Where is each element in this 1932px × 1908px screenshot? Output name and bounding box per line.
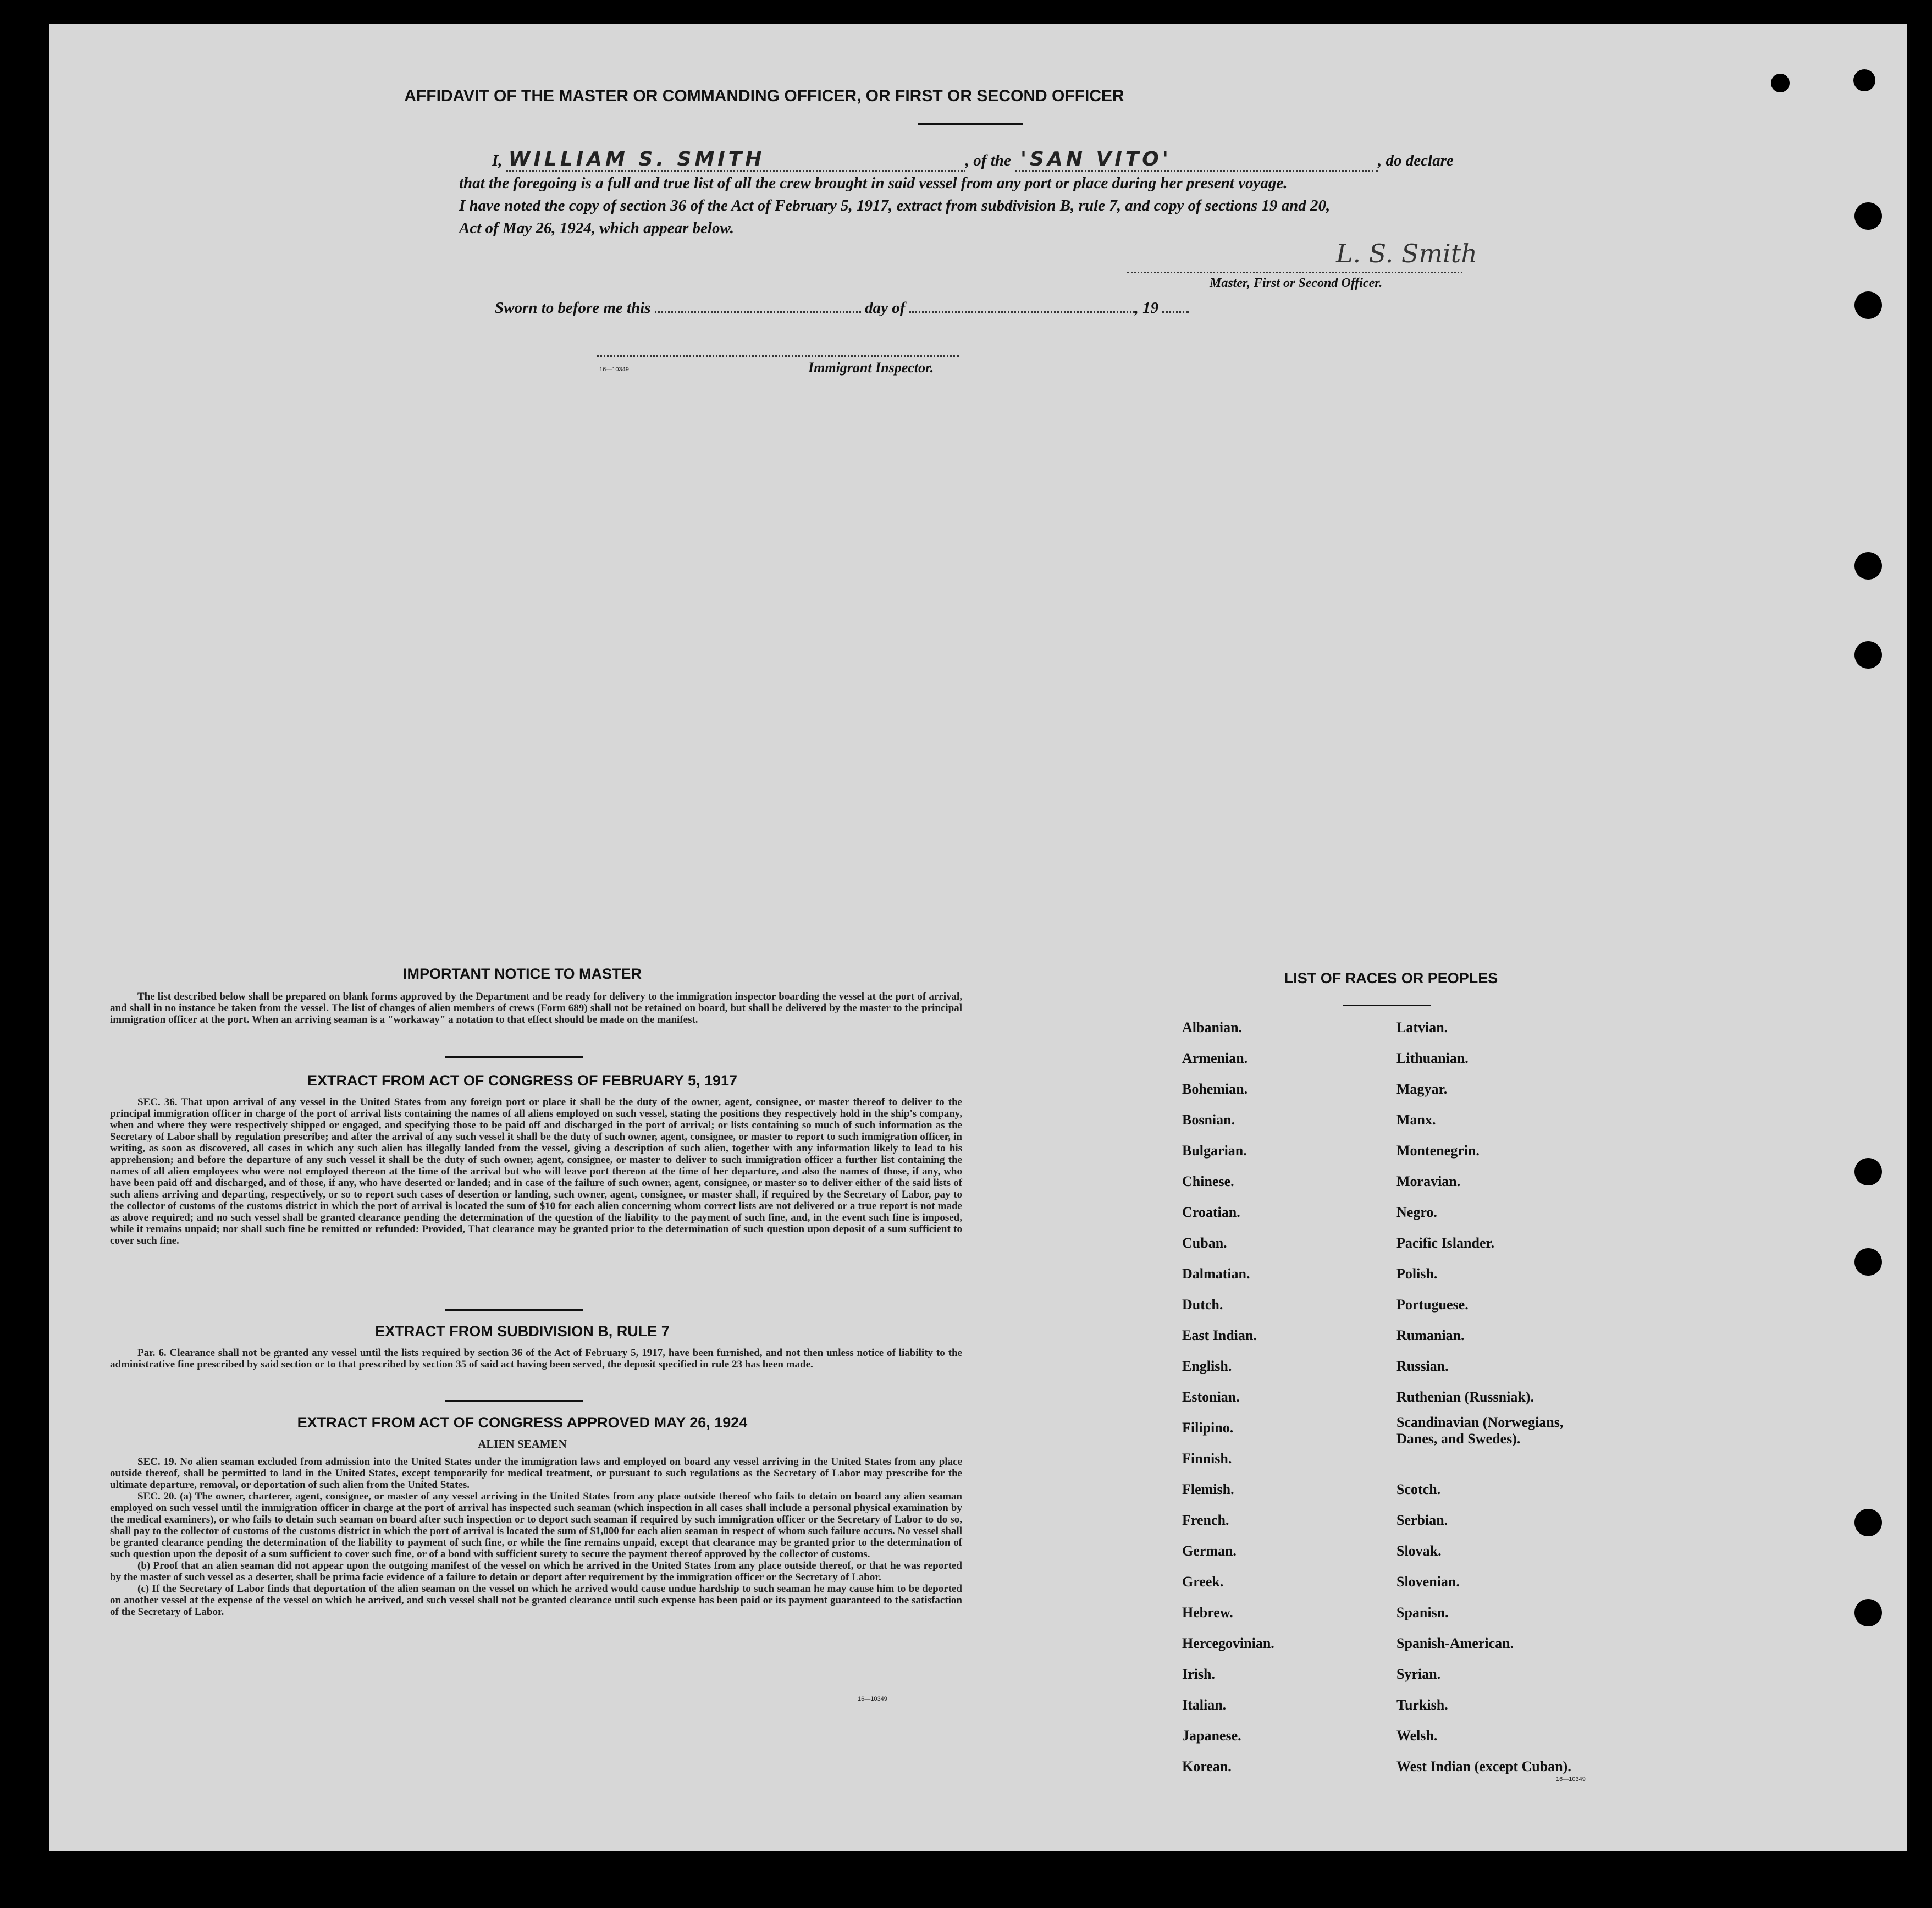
notice-rule — [445, 1056, 583, 1058]
race-left: East Indian. — [1182, 1327, 1257, 1343]
race-left: Irish. — [1182, 1666, 1215, 1682]
race-left: Albanian. — [1182, 1019, 1243, 1035]
punch-hole — [1771, 74, 1790, 92]
signature-line — [1127, 272, 1462, 273]
signature: L. S. Smith — [1336, 239, 1477, 268]
form-number-top: 16—10349 — [599, 366, 629, 373]
race-right: West Indian (except Cuban). — [1396, 1758, 1571, 1774]
race-left: Dalmatian. — [1182, 1266, 1250, 1282]
sworn-day-field — [655, 311, 861, 313]
signature-block — [1127, 239, 1512, 299]
signature-caption: Master, First or Second Officer. — [1210, 276, 1383, 290]
punch-hole — [1854, 1599, 1882, 1626]
sec-20a: SEC. 20. (a) The owner, charterer, agent, consignee, or master of any vessel arriving in the United States from any place outside thereof who fails to detain on board any alien seaman employed on such vessel until the immigration officer in charge at the port of arrival has inspected such seaman (which inspection in all cases shall include a personal physical examination by the medical examiners), or who fails to detain such seaman on board after such inspection or to deport such seaman if required by such immigration officer or the Secretary of Labor to do so, shall pay to the collector of customs of the customs district in which the port of arrival is located the sum of $1,000 for each alien seaman in respect of whom such failure occurs. No vessel shall be granted clearance pending the determination of the liability to payment of such fine, or while the fine remains unpaid, except that clearance may be granted prior to the determination of such question upon the deposit of a sum sufficient to cover such fine, or of a bond with sufficient surety to secure the payment thereof approved by the collector of customs. — [110, 1491, 962, 1560]
race-right: Pacific Islander. — [1396, 1235, 1495, 1251]
notice-title: IMPORTANT NOTICE TO MASTER — [403, 966, 642, 982]
race-right: Spanish-American. — [1396, 1635, 1514, 1651]
punch-hole — [1854, 1248, 1882, 1276]
form-number-left: 16—10349 — [858, 1696, 887, 1702]
sec-20c: (c) If the Secretary of Labor finds that deportation of the alien seaman on the vessel on which he arrived would cause undue hardship to such seaman he may cause him to be deported on another vessel at the expense of the vessel on which he arrived, and such vessel shall not be granted clearance until such expense has been paid or its payment guaranteed to the satisfaction of the Secretary of Labor. — [110, 1583, 962, 1618]
race-left: Cuban. — [1182, 1235, 1227, 1251]
punch-hole — [1854, 552, 1882, 580]
race-left: Bohemian. — [1182, 1081, 1248, 1097]
document-page — [49, 24, 1907, 1851]
race-left: Croatian. — [1182, 1204, 1240, 1220]
race-right: Rumanian. — [1396, 1327, 1465, 1343]
race-right: Montenegrin. — [1396, 1143, 1480, 1159]
sworn-year-field — [1162, 311, 1189, 313]
extract-1924-body — [110, 1456, 962, 1618]
race-right: Manx. — [1396, 1112, 1436, 1128]
line1-suffix: , do declare — [1378, 152, 1454, 169]
race-right: Scotch. — [1396, 1481, 1441, 1497]
vessel-name-field — [1015, 150, 1378, 172]
race-right: Lithuanian. — [1396, 1050, 1469, 1066]
race-left: Hercegovinian. — [1182, 1635, 1274, 1651]
race-left: Armenian. — [1182, 1050, 1248, 1066]
race-right: Polish. — [1396, 1266, 1438, 1282]
race-right: Serbian. — [1396, 1512, 1448, 1528]
race-left: Estonian. — [1182, 1389, 1240, 1405]
punch-hole — [1853, 69, 1875, 91]
race-right: Russian. — [1396, 1358, 1449, 1374]
race-right: Magyar. — [1396, 1081, 1448, 1097]
vessel-name: 'SAN VITO' — [1020, 148, 1172, 170]
inspector-line — [597, 355, 959, 357]
extract-1924-subtitle: ALIEN SEAMEN — [478, 1437, 567, 1451]
race-left: German. — [1182, 1543, 1237, 1559]
race-right: Latvian. — [1396, 1019, 1448, 1035]
race-right: Portuguese. — [1396, 1297, 1469, 1313]
race-right: Spanisn. — [1396, 1604, 1449, 1620]
notice-body: The list described below shall be prepared on blank forms approved by the Department and be ready for delivery to the immigration inspector boarding the vessel at the port of arrival, and shall in no instance be taken from the vessel. The list of changes of alien members of crews (Form 689) shall not be retained on board, but shall be delivered by the master to the principal immigration officer at the port. When an arriving seaman is a "workaway" a notation to that effect should be made on the manifest. — [110, 991, 962, 1025]
race-right: Welsh. — [1396, 1728, 1438, 1744]
sec-19: SEC. 19. No alien seaman excluded from admission into the United States under the immigration laws and employed on board any vessel arriving in the United States from any place outside thereof, shall be permitted to land in the United States, except temporarily for medical treatment, or pursuant to such regulations as the Secretary of Labor may prescribe for the ultimate departure, removal, or deportation of such alien from the United States. — [110, 1456, 962, 1491]
extract-1924-title: EXTRACT FROM ACT OF CONGRESS APPROVED MAY 26, 1924 — [297, 1414, 748, 1431]
sworn-prefix: Sworn to before me this — [495, 299, 651, 317]
race-left: English. — [1182, 1358, 1232, 1374]
affidavit-line-1 — [459, 150, 1537, 172]
line1-mid: , of the — [965, 152, 1011, 169]
race-left: Greek. — [1182, 1574, 1224, 1590]
race-left: Bulgarian. — [1182, 1143, 1247, 1159]
races-list — [1182, 1019, 1677, 1806]
extract-rule7-title: EXTRACT FROM SUBDIVISION B, RULE 7 — [375, 1323, 670, 1339]
races-rule — [1343, 1005, 1431, 1006]
punch-hole — [1854, 641, 1882, 669]
affidavit-line-3: I have noted the copy of section 36 of the Act of February 5, 1917, extract from subdivision B, rule 7, and copy of sections 19 and 20, — [459, 197, 1331, 214]
race-right: Slovenian. — [1396, 1574, 1460, 1590]
race-left: Bosnian. — [1182, 1112, 1235, 1128]
race-left: Korean. — [1182, 1758, 1232, 1774]
extract-1917-rule — [445, 1309, 583, 1311]
sworn-month-field — [909, 311, 1135, 313]
race-right: Ruthenian (Russniak). — [1396, 1389, 1534, 1405]
race-left: Finnish. — [1182, 1451, 1232, 1466]
races-title: LIST OF RACES OR PEOPLES — [1284, 970, 1498, 986]
form-number-right: 16—10349 — [1556, 1776, 1586, 1783]
affidavit-line-4: Act of May 26, 1924, which appear below. — [459, 219, 734, 237]
affidavit-title: AFFIDAVIT OF THE MASTER OR COMMANDING OFFICER, OR FIRST OR SECOND OFFICER — [404, 87, 1124, 105]
title-rule — [918, 123, 1023, 125]
race-left: Hebrew. — [1182, 1604, 1233, 1620]
race-right: Negro. — [1396, 1204, 1437, 1220]
line1-prefix: I, — [492, 152, 503, 169]
punch-hole — [1854, 202, 1882, 230]
inspector-caption: Immigrant Inspector. — [808, 360, 934, 376]
extract-rule7-rule — [445, 1400, 583, 1402]
punch-hole — [1854, 291, 1882, 319]
race-right: Turkish. — [1396, 1697, 1448, 1713]
master-name: WILLIAM S. SMITH — [508, 148, 765, 170]
race-left: Filipino. — [1182, 1420, 1234, 1436]
punch-hole — [1854, 1509, 1882, 1536]
race-left: Chinese. — [1182, 1173, 1234, 1189]
extract-rule7-body: Par. 6. Clearance shall not be granted any vessel until the lists required by section 36 of the Act of February 5, 1917, have been furnished, and not then unless notice of liability to the administrative fine prescribed by said section or to that prescribed by section 35 of said act having been served, the deposit specified in rule 23 has been made. — [110, 1347, 962, 1370]
sworn-year-label: , 19 — [1134, 299, 1159, 317]
race-left: Japanese. — [1182, 1728, 1241, 1744]
extract-1917-title: EXTRACT FROM ACT OF CONGRESS OF FEBRUARY 5, 1917 — [307, 1072, 738, 1089]
race-left: Dutch. — [1182, 1297, 1223, 1313]
affidavit-text — [459, 150, 1537, 240]
master-name-field — [506, 150, 965, 172]
race-right: Slovak. — [1396, 1543, 1442, 1559]
extract-1917-body: SEC. 36. That upon arrival of any vessel in the United States from any foreign port or place it shall be the duty of the owner, agent, consignee, or master thereof to deliver to the principal immigration officer in charge of the port of arrival lists containing the names of all aliens employed on such vessel, stating the positions they respectively hold in the ship's company, when and where they were respectively shipped or engaged, and specifying those to be paid off and discharged in the port of arrival; or lists containing so much of such information as the Secretary of Labor shall by regulation prescribe; and after the arrival of any such vessel it shall be the duty of such owner, agent, consignee, or master to report to such immigration officer, in writing, as soon as discovered, all cases in which any such alien has illegally landed from the vessel, giving a description of such alien, together with any information likely to lead to his apprehension; and before the departure of any such vessel it shall be the duty of such owner, agent, consignee, or master to deliver to such immigration officer a further list containing the names of all alien employees who were not employed thereon at the time of the arrival but who will leave port thereon at the time of her departure, and also the names of those, if any, who have been paid off and discharged, and of those, if any, who have deserted or landed; and in case of the failure of such owner, agent, consignee, or master so to deliver either of the said lists of such aliens arriving and departing, respectively, or so to report such cases of desertion or landing, such owner, agent, consignee, or master shall, if required by the Secretary of Labor, pay to the collector of customs of the customs district in which the port of arrival is located the sum of $10 for each alien concerning whom correct lists are not delivered or a true report is not made as above required; and no such vessel shall be granted clearance pending the determination of the question of the liability to the payment of such fine, and, in the event such fine is imposed, while it remains unpaid; nor shall such fine be remitted or refunded: Provided, That clearance may be granted prior to the determination of such question upon deposit of a sum sufficient to cover such fine. — [110, 1096, 962, 1247]
affidavit-line-2: that the foregoing is a full and true list of all the crew brought in said vessel from any port or place during her present voyage. — [459, 174, 1288, 192]
race-right: Syrian. — [1396, 1666, 1441, 1682]
sworn-day-label: day of — [865, 299, 906, 317]
punch-hole — [1854, 1158, 1882, 1185]
race-right: Moravian. — [1396, 1173, 1461, 1189]
race-left: Flemish. — [1182, 1481, 1234, 1497]
race-left: Italian. — [1182, 1697, 1227, 1713]
sworn-line — [495, 299, 1189, 317]
race-right: Scandinavian (Norwegians, Danes, and Swedes). — [1396, 1414, 1564, 1447]
sec-20b: (b) Proof that an alien seaman did not appear upon the outgoing manifest of the vessel on which he arrived in the United States from any place outside thereof, or that he was reported by the master of such vessel as a deserter, shall be prima facie evidence of a failure to detain or deport after requirement by the immigration officer or the Secretary of Labor. — [110, 1560, 962, 1583]
race-left: French. — [1182, 1512, 1229, 1528]
